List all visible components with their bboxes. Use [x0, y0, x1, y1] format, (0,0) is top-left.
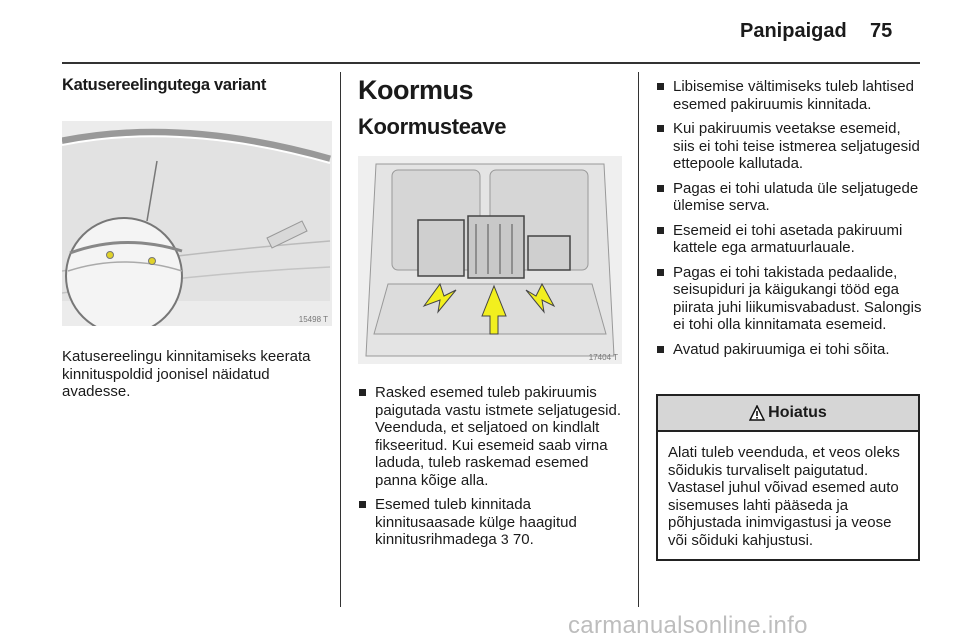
roof-rail-caption: Katusereelingu kinnitamiseks keerata kinnituspoldid joonisel näidatud avadesse. — [62, 348, 311, 400]
load-heading: Koormus — [358, 75, 474, 105]
list-item — [358, 496, 624, 549]
column-divider-2 — [638, 72, 639, 607]
load-bullet-list — [358, 384, 624, 549]
page-reference-arrow-icon: 3 — [500, 531, 509, 547]
warning-text: Alati tuleb veenduda, et veos oleks sõidukis turvaliselt paigutatud. Vastasel juhul võivad esemed auto sisemuses lahti pääseda ja põhjustada inimvigastusi ja veose või sõiduki kahjustusi. — [668, 444, 900, 549]
roof-rail-illustration — [62, 121, 332, 326]
list-item: Avatud pakiruumiga ei tohi sõita. — [656, 341, 922, 359]
load-rules-list — [656, 78, 922, 358]
figure-code: 15498 T — [298, 315, 328, 324]
warning-triangle-icon — [749, 405, 765, 421]
list-item: Pagas ei tohi ulatuda üle seljatugede ülemise serva. — [656, 180, 922, 215]
right-column — [656, 78, 922, 365]
list-item: Libisemise vältimiseks tuleb lahtised esemed pakiruumis kinnitada. — [656, 78, 922, 113]
warning-title: Hoiatus — [768, 404, 827, 421]
middle-column — [358, 72, 624, 556]
column-divider-1 — [340, 72, 341, 607]
list-item: Kui pakiruumis veetakse esemeid, siis ei tohi teise istmerea seljatugesid ettepoole kallutada. — [656, 120, 922, 173]
roof-rail-drawing — [62, 121, 332, 326]
page-number: 75 — [870, 20, 893, 42]
list-item-text: Esemed tuleb kinnitada kinnitusaasade külge haagitud kinnitusrihmadega — [375, 496, 577, 548]
figure-code: 17404 T — [588, 353, 618, 362]
load-info-heading: Koormusteave — [358, 114, 507, 139]
warning-box — [656, 394, 920, 561]
warning-header — [658, 396, 918, 432]
cargo-drawing — [358, 156, 622, 364]
watermark: carmanualsonline.info — [568, 612, 808, 639]
list-item: Pagas ei tohi takistada pedaalide, seisupiduri ja käigukangi tööd ega piirata juhi liikumisvabadust. Salongis ei tohi olla kinnitamata esemeid. — [656, 264, 922, 334]
left-column — [62, 76, 332, 401]
list-item: Rasked esemed tuleb pakiruumis paigutada vastu istmete seljatugesid. Veenduda, et seljatoed on kindlalt fikseeritud. Kui esemeid saab virna laduda, tuleb raskemad esemed panna kõige alla. — [358, 384, 624, 489]
page-reference: 70. — [512, 531, 534, 548]
list-item: Esemeid ei tohi asetada pakiruumi kattele ega armatuurlauale. — [656, 222, 922, 257]
header-rule — [62, 62, 920, 64]
roof-rail-heading: Katusereelingutega variant — [62, 76, 267, 94]
cargo-illustration — [358, 156, 622, 364]
page-section-title: Panipaigad — [740, 20, 847, 42]
